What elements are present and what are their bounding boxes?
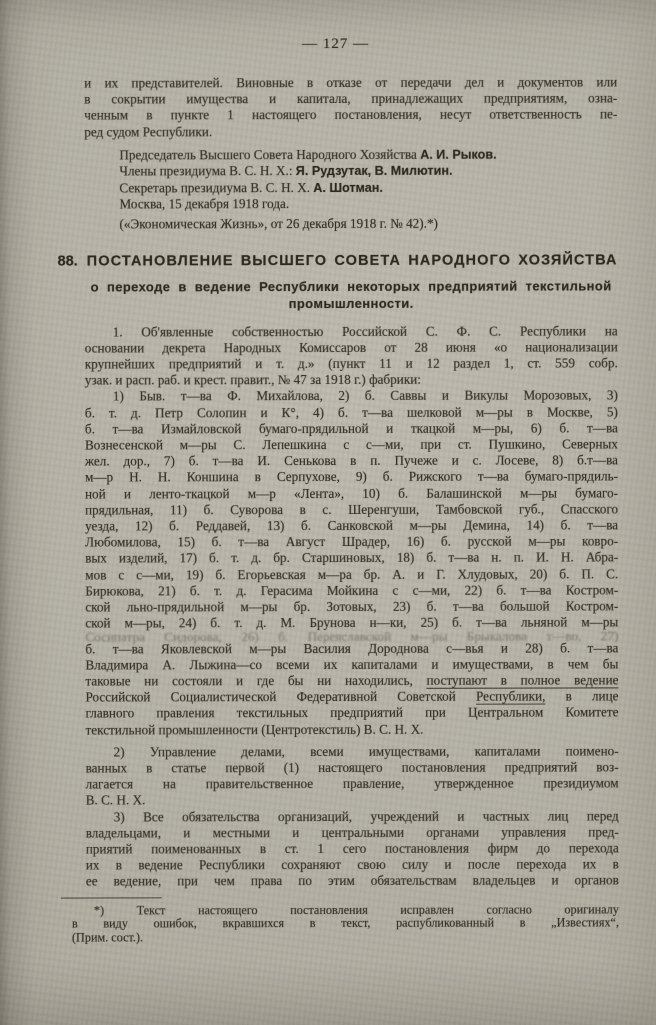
text-line: ее ведение, при чем права по этим обязательствам владельцев и органов <box>85 872 619 889</box>
decree-title: ПОСТАНОВЛЕНИЕ ВЫСШЕГО СОВЕТА НАРОДНОГО ХОЗЯЙСТВА <box>86 252 618 270</box>
signatory-role: Члены президиума В. С. Н. Х.: <box>119 163 296 179</box>
signature-line <box>119 146 617 163</box>
faded-misprinted-line: Сосипатра Сидорова, 26) б. Переяславской м—ры Брыкалова т—во, 27) <box>85 628 619 644</box>
text-line: 1) Быв. т—ва Ф. Михайлова, 2) б. Саввы и Викулы Морозовых, 3) <box>112 387 618 404</box>
signature-line <box>119 179 617 196</box>
text-line: ченным в пункте 1 настоящего постановления, несут ответственность пе- <box>84 106 618 123</box>
article-1 <box>85 323 618 389</box>
text-line: 1. Об'явленные собственностью Российской С. Ф. С. Республики на <box>112 323 618 340</box>
article-3 <box>86 808 619 890</box>
text-line: б. т—ва Яковлевской м—ры Василия Дороднова с—вья и 28) б. т—ва <box>85 639 619 657</box>
text-line: б. т—ва Измайловской бумаго-прядильной и ткацкой м—ры, 6) б. т—ва <box>84 420 618 437</box>
text-line: б. т. д. Петр Солопин и К°, 4) б. т—ва шелковой м—ры в Москве, 5) <box>84 404 618 421</box>
decree-subtitle: о переходе в ведение Республики некоторых предприятий текстильной <box>90 278 612 295</box>
text-segment: Российской Социалистической Федеративной Советской <box>85 688 476 705</box>
text-line: ской м—ры, 24) б. т. д. М. Брунова н—ки, 25) б. т—ва льняной м—ры <box>85 614 619 631</box>
factory-list <box>85 388 619 738</box>
text-segment: таковые ни состояли и где бы ни находились, <box>85 672 427 689</box>
text-line: в сокрытии имущества и капитала, принадлежащих предприятиям, озна- <box>84 90 618 107</box>
text-line: 3) Все обязательства организаций, учреждений и частных лиц перед <box>113 807 619 824</box>
signatory-role: Председатель Высшего Совета Народного Хозяйства <box>119 146 421 163</box>
source-citation <box>119 216 617 233</box>
decree-number: 88. <box>57 253 78 270</box>
underlined-phrase: поступают в полное ведение <box>426 672 619 688</box>
text-line <box>85 672 618 689</box>
decree-subtitle: промышленности. <box>288 295 414 312</box>
intro-paragraph <box>84 74 617 140</box>
dateline: Москва, 15 декабря 1918 года. <box>119 196 290 212</box>
text-line: ред судом Республики. <box>84 123 213 140</box>
text-line: и их представителей. Виновные в отказе от передачи дел и документов или <box>84 74 618 91</box>
text-line <box>85 689 618 706</box>
text-line: приятий поименованных в ст. 1 сего постановления фирм до перехода <box>85 840 619 857</box>
text-line: мов с с—ми, 19) б. Егорьевская м—ра бр. А. и Г. Хлудовых, 20) б. П. С. <box>85 566 619 583</box>
decree-heading <box>58 252 618 269</box>
text-line: 2) Управление делами, всеми имуществами, капиталами поимено- <box>113 743 619 760</box>
text-line: в виду ошибок, вкравшихся в текст, распубликованный в „Известиях“, <box>71 915 619 931</box>
text-line: вых изделий, 17) б. т. д. бр. Старшиновых, 18) б. т—ва н. п. И. Н. Абра- <box>85 549 619 566</box>
text-line: ной и ленто-ткацкой м—р «Лента», 10) б. Балашинской м—ры бумаго- <box>85 485 619 502</box>
signatory-name: А. И. Рыков. <box>420 147 497 162</box>
signature-block <box>119 146 617 213</box>
text-line: текстильной промышленности (Центротекстиль) В. С. Н. Х. <box>85 721 424 738</box>
signatory-role: Секретарь президиума В. С. Н. Х. <box>119 179 314 196</box>
text-line: крупнейших предприятий и т. д.» (пункт 11 и 12 раздел 1, ст. 559 собр. <box>84 355 618 372</box>
article-2 <box>86 743 619 809</box>
text-line: м—р Н. Н. Коншина в Серпухове, 9) б. Рижского т—ва бумаго-прядиль- <box>84 468 619 485</box>
text-line: их в ведение Республики сохраняют свою силу и после перехода их в <box>85 856 619 873</box>
text-line: ванных в статье первой (1) настоящего постановления предприятий воз- <box>85 759 619 776</box>
text-line: Вознесенской м—ры С. Лепешкина с с—ми, при ст. Пушкино, Северных <box>84 436 618 453</box>
text-line: прядильная, 11) б. Суворова в с. Шеренгуши, Тамбовской губ., Спасского <box>85 501 619 518</box>
text-line: В. С. Н. Х. <box>85 792 146 808</box>
footnote <box>72 903 619 945</box>
footnote-separator <box>61 897 162 898</box>
text-line: основании декрета Народных Комиссаров от 28 июня «о национализации <box>84 339 618 356</box>
signatory-name: А. Шотман. <box>313 180 383 195</box>
text-line: ской льно-прядильной м—ры бр. Зотовых, 23) б. т—ва большой Костром- <box>85 598 619 615</box>
text-line: (Прим. сост.). <box>71 930 144 945</box>
text-line: главного правления текстильных предприятий при Центральном Комитете <box>85 704 619 721</box>
text-line: уезда, 12) б. Реддавей, 13) б. Санковской м—ры Демина, 14) б. т—ва <box>85 517 619 534</box>
signature-line <box>119 163 617 180</box>
text-line: («Экономическая Жизнь», от 26 декабря 1918 г. № 42).*) <box>119 216 438 232</box>
page-number: — 127 — <box>302 35 370 53</box>
text-segment: в лице <box>545 688 619 704</box>
text-line: *) Текст настоящего постановления исправлен согласно оригиналу <box>93 901 619 918</box>
text-line: Владимира А. Лыжина—со всеми их капиталами и имуществами, в чем бы <box>85 656 619 673</box>
signatory-name: Я. Рудзутак, В. Милютин. <box>295 163 453 179</box>
text-line: лагается на правительственное правление, утвержденное президиумом <box>85 775 619 792</box>
text-line: владельцами, и местными и центральными органами управления пред- <box>85 824 619 841</box>
text-line: узак. и расп. раб. и крест. правит., № 47 за 1918 г.) фабрики: <box>84 372 421 388</box>
text-line: Бирюкова, 21) б. т. д. Герасима Мойкина с с—ми, 22) б. т—ва Костром- <box>85 582 619 599</box>
underlined-word: Республики, <box>475 688 546 704</box>
text-line: Любомилова, 15) б. т—ва Август Шрадер, 16) б. русской м—ры ковро- <box>85 533 619 550</box>
text-line: жел. дор., 7) б. т—ва И. Сенькова в п. Пучеже и с. Лосеве, 8) б.т—ва <box>84 452 618 469</box>
